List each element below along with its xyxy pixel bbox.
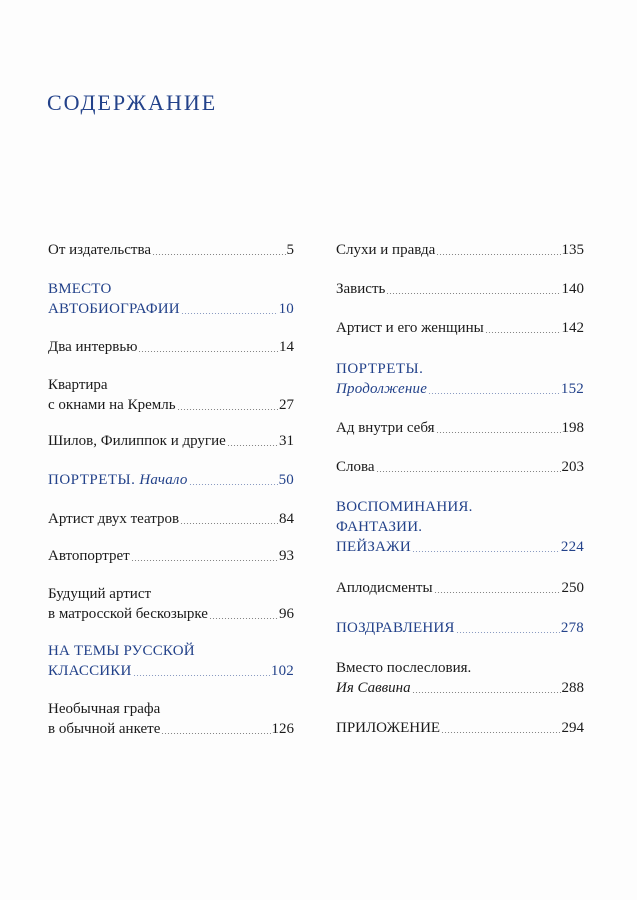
entry-title: Зависть <box>336 281 386 297</box>
entry-title: Будущий артист <box>48 586 152 602</box>
toc-entry[interactable] <box>48 375 294 415</box>
page-number: 31 <box>279 433 294 449</box>
leader-dots <box>441 732 560 733</box>
entry-title: Необычная графа <box>48 701 161 717</box>
leader-dots <box>412 551 560 552</box>
leader-dots <box>152 254 285 255</box>
leader-dots <box>181 313 278 314</box>
toc-entry[interactable] <box>336 240 584 260</box>
toc-section[interactable] <box>48 279 294 319</box>
toc-entry[interactable] <box>336 279 584 299</box>
leader-dots <box>138 351 278 352</box>
entry-title: в матросской бескозырке <box>48 606 208 622</box>
leader-dots <box>227 445 278 446</box>
page-number: 198 <box>561 420 584 436</box>
leader-dots <box>434 592 561 593</box>
leader-dots <box>209 618 278 619</box>
entry-subtitle: Продолжение <box>336 381 428 397</box>
toc-section[interactable] <box>336 359 584 399</box>
entry-title: Квартира <box>48 377 108 393</box>
leader-dots <box>456 632 560 633</box>
entry-title: Артист и его женщины <box>336 320 484 336</box>
entry-title: ПОРТРЕТЫ. <box>48 472 136 488</box>
page-number: 126 <box>271 721 294 737</box>
page-number: 102 <box>270 663 294 679</box>
leader-dots <box>436 432 561 433</box>
entry-subtitle: Начало <box>139 472 188 488</box>
page-number: 27 <box>279 397 294 413</box>
entry-title: ФАНТАЗИИ. <box>336 519 423 535</box>
toc-entry[interactable] <box>48 240 294 260</box>
entry-title: ВОСПОМИНАНИЯ. <box>336 499 473 515</box>
toc-section[interactable] <box>336 618 584 638</box>
toc-entry[interactable] <box>48 337 294 357</box>
leader-dots <box>161 733 270 734</box>
entry-title: ПРИЛОЖЕНИЕ <box>336 720 441 736</box>
toc-section[interactable] <box>48 470 294 490</box>
toc-entry[interactable] <box>48 546 294 566</box>
entry-title: КЛАССИКИ <box>48 663 132 679</box>
entry-title: с окнами на Кремль <box>48 397 176 413</box>
leader-dots <box>177 409 278 410</box>
leader-dots <box>428 393 560 394</box>
entry-title: Два интервью <box>48 339 138 355</box>
entry-title: в обычной анкете <box>48 721 161 737</box>
toc-section[interactable] <box>48 641 294 681</box>
toc-entry[interactable] <box>336 318 584 338</box>
page-number: 10 <box>278 301 294 317</box>
entry-title: Слова <box>336 459 375 475</box>
leader-dots <box>131 560 278 561</box>
leader-dots <box>180 523 278 524</box>
page-number: 96 <box>279 606 294 622</box>
toc-entry[interactable] <box>48 431 294 451</box>
page-number: 50 <box>278 472 294 488</box>
toc-entry[interactable] <box>48 699 294 739</box>
page-title: СОДЕРЖАНИЕ <box>47 90 218 115</box>
toc-entry[interactable] <box>336 718 584 738</box>
entry-title: Шилов, Филиппок и другие <box>48 433 226 449</box>
leader-dots <box>189 484 278 485</box>
leader-dots <box>412 692 561 693</box>
entry-title: НА ТЕМЫ РУССКОЙ <box>48 643 195 659</box>
page-number: 140 <box>561 281 584 297</box>
toc-entry[interactable] <box>336 658 584 698</box>
toc-entry[interactable] <box>336 457 584 477</box>
page-number: 288 <box>561 680 584 696</box>
page-number: 5 <box>286 242 294 258</box>
leader-dots <box>133 675 270 676</box>
page-number: 278 <box>560 620 584 636</box>
entry-title: Аплодисменты <box>336 580 433 596</box>
entry-title: Автопортрет <box>48 548 130 564</box>
page-number: 14 <box>279 339 294 355</box>
entry-title: От издательства <box>48 242 152 258</box>
toc-entry[interactable] <box>48 584 294 624</box>
entry-title: ПЕЙЗАЖИ <box>336 539 411 555</box>
entry-title: ВМЕСТО <box>48 281 112 297</box>
entry-subtitle: Ия Саввина <box>336 680 411 696</box>
leader-dots <box>436 254 560 255</box>
entry-title: Артист двух театров <box>48 511 180 527</box>
entry-title: АВТОБИОГРАФИИ <box>48 301 180 317</box>
page-number: 250 <box>561 580 584 596</box>
page-number: 294 <box>561 720 584 736</box>
entry-title: ПОРТРЕТЫ. <box>336 361 424 377</box>
toc-entry[interactable] <box>336 578 584 598</box>
page-number: 84 <box>279 511 294 527</box>
page-number: 224 <box>560 539 584 555</box>
entry-title: Слухи и правда <box>336 242 436 258</box>
entry-title: Ад внутри себя <box>336 420 435 436</box>
toc-entry[interactable] <box>336 418 584 438</box>
page-number: 203 <box>561 459 584 475</box>
leader-dots <box>376 471 561 472</box>
page-number: 142 <box>561 320 584 336</box>
entry-title: ПОЗДРАВЛЕНИЯ <box>336 620 455 636</box>
toc-entry[interactable] <box>48 509 294 529</box>
page-number: 135 <box>561 242 584 258</box>
entry-title: Вместо послесловия. <box>336 660 472 676</box>
page-number: 152 <box>560 381 584 397</box>
toc-section[interactable] <box>336 497 584 557</box>
leader-dots <box>485 332 561 333</box>
leader-dots <box>386 293 560 294</box>
page-number: 93 <box>279 548 294 564</box>
